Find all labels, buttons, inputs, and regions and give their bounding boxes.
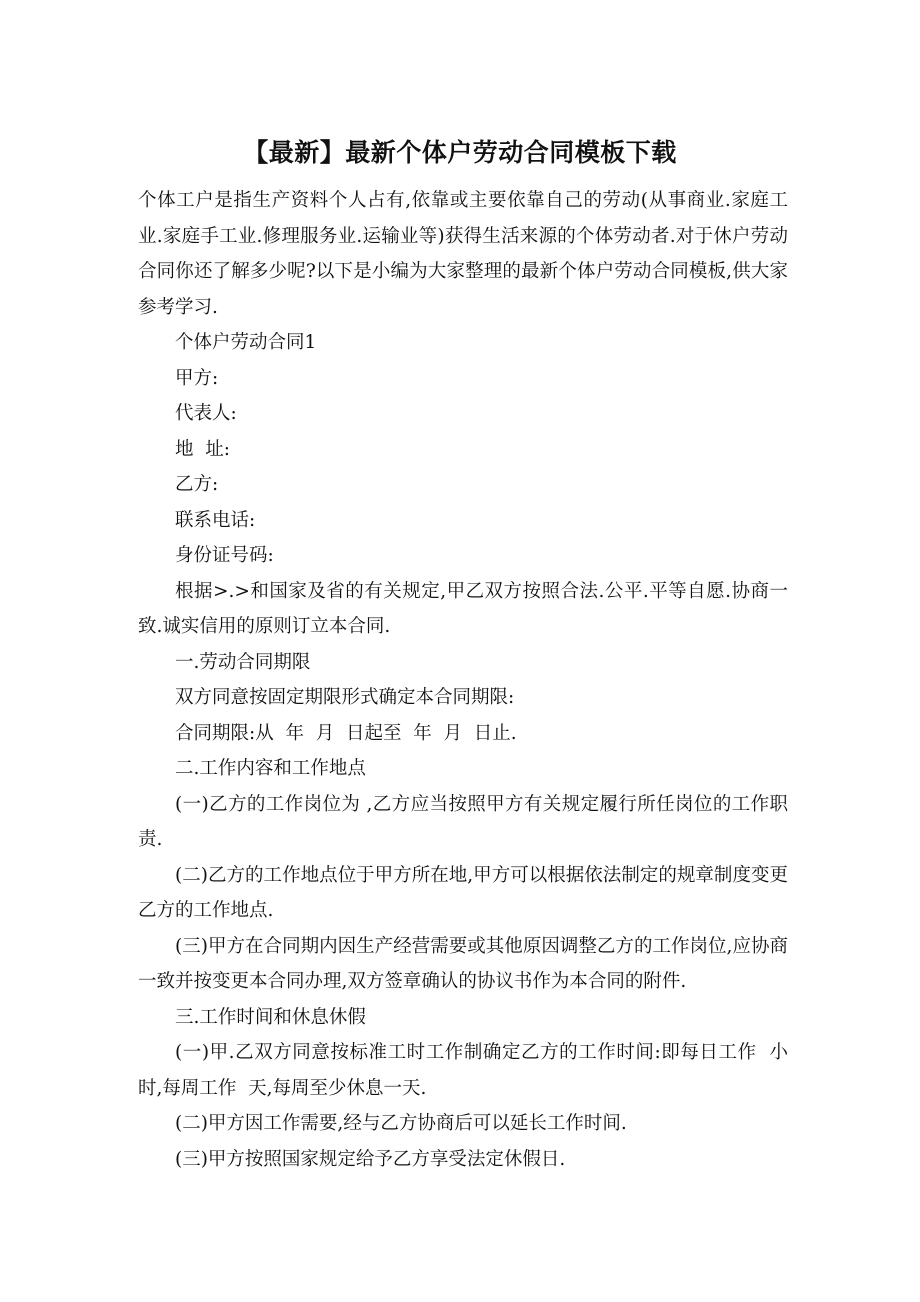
preamble-paragraph: 根据>.>和国家及省的有关规定,甲乙双方按照合法.公平.平等自愿.协商一致.诚实信用的原则订立本合同. bbox=[138, 580, 788, 637]
section2-paragraph-2: (二)乙方的工作地点位于甲方所在地,甲方可以根据依法制定的规章制度变更乙方的工作地点. bbox=[138, 864, 788, 921]
document-body bbox=[138, 183, 788, 1177]
section2-paragraph-3: (三)甲方在合同期内因生产经营需要或其他原因调整乙方的工作岗位,应协商一致并按变更本合同办理,双方签章确认的协议书作为本合同的附件. bbox=[138, 935, 788, 992]
id-number-line: 身份证号码: bbox=[175, 545, 274, 566]
contract-title: 个体户劳动合同1 bbox=[175, 332, 317, 353]
section3-paragraph-3: (三)甲方按照国家规定给予乙方享受法定休假日. bbox=[175, 1148, 566, 1170]
section2-heading: 二.工作内容和工作地点 bbox=[175, 758, 366, 779]
address-line: 地 址: bbox=[175, 438, 230, 460]
section1-paragraph-1: 双方同意按固定期限形式确定本合同期限: bbox=[175, 687, 515, 708]
representative-line: 代表人: bbox=[175, 403, 237, 424]
party-a-line: 甲方: bbox=[175, 367, 219, 389]
section3-paragraph-1: (一)甲.乙双方同意按标准工时工作制确定乙方的工作时间:即每日工作 小时,每周工作 天,每周至少休息一天. bbox=[138, 1042, 788, 1099]
section1-paragraph-2: 合同期限:从 年 月 日起至 年 月 日止. bbox=[175, 722, 517, 744]
phone-line: 联系电话: bbox=[175, 509, 256, 531]
section2-paragraph-1: (一)乙方的工作岗位为 ,乙方应当按照甲方有关规定履行所任岗位的工作职责. bbox=[138, 793, 788, 850]
section1-heading: 一.劳动合同期限 bbox=[175, 651, 311, 673]
section3-paragraph-2: (二)甲方因工作需要,经与乙方协商后可以延长工作时间. bbox=[175, 1113, 627, 1134]
section3-heading: 三.工作时间和休息休假 bbox=[175, 1006, 366, 1028]
document-title: 【最新】最新个体户劳动合同模板下载 bbox=[243, 138, 677, 167]
intro-paragraph: 个体工户是指生产资料个人占有,依靠或主要依靠自己的劳动(从事商业.家庭工业.家庭手工业.修理服务业.运输业等)获得生活来源的个体劳动者.对于休户劳动合同你还了解多少呢?以下是小编为大家整理的最新个体户劳动合同模板,供大家参考学习. bbox=[138, 190, 788, 318]
party-b-line: 乙方: bbox=[175, 474, 219, 495]
